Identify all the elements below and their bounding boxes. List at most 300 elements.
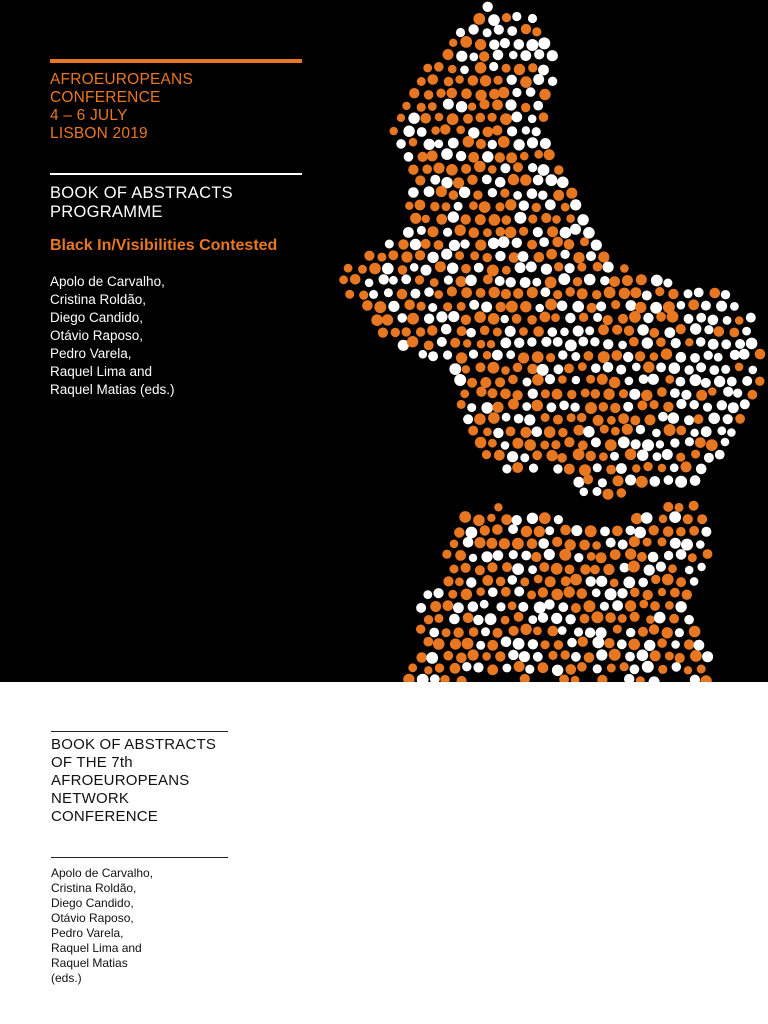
map-dot bbox=[443, 350, 452, 359]
map-dot bbox=[473, 662, 483, 672]
map-dot bbox=[501, 366, 510, 375]
map-dot bbox=[456, 101, 467, 112]
map-dot bbox=[455, 225, 466, 236]
map-dot bbox=[403, 227, 414, 238]
map-dot bbox=[475, 565, 485, 575]
map-dot bbox=[558, 626, 567, 635]
map-dot bbox=[538, 538, 549, 549]
map-dot bbox=[526, 87, 536, 97]
title-line-3: AFROEUROPEANS bbox=[51, 772, 190, 789]
map-dot bbox=[404, 300, 415, 311]
map-dot bbox=[629, 311, 641, 323]
map-dot bbox=[519, 651, 530, 662]
map-dot bbox=[462, 638, 474, 650]
map-dot bbox=[696, 337, 706, 347]
map-dot bbox=[735, 339, 745, 349]
map-dot bbox=[676, 577, 686, 587]
map-dot bbox=[494, 503, 502, 511]
map-dot bbox=[636, 476, 648, 488]
cover-editor-2: Cristina Roldão, bbox=[50, 292, 147, 307]
map-dot bbox=[531, 400, 543, 412]
map-dot bbox=[509, 550, 518, 559]
title-page-top-rule bbox=[51, 731, 228, 732]
map-dot bbox=[415, 250, 425, 260]
map-dot bbox=[459, 187, 470, 198]
map-dot bbox=[388, 250, 398, 260]
map-dot bbox=[440, 124, 450, 134]
map-dot bbox=[624, 326, 634, 336]
map-dot bbox=[729, 328, 739, 338]
map-dot bbox=[514, 612, 524, 622]
title-page-editors-rule bbox=[51, 857, 228, 858]
map-dot bbox=[544, 549, 555, 560]
map-dot bbox=[520, 453, 529, 462]
map-dot bbox=[521, 526, 532, 537]
map-dot bbox=[658, 412, 668, 422]
map-dot bbox=[443, 600, 454, 611]
map-dot bbox=[512, 88, 521, 97]
map-dot bbox=[513, 363, 523, 373]
map-dot bbox=[637, 552, 647, 562]
map-dot bbox=[397, 289, 408, 300]
map-dot bbox=[534, 602, 546, 614]
map-dot bbox=[500, 389, 511, 400]
map-dot bbox=[611, 427, 620, 436]
map-dot bbox=[456, 28, 465, 37]
map-dot bbox=[436, 214, 447, 225]
map-dot bbox=[755, 349, 766, 360]
map-dot bbox=[493, 328, 502, 337]
map-dot bbox=[690, 675, 700, 682]
map-dot bbox=[591, 611, 603, 623]
map-dot bbox=[483, 228, 492, 237]
map-dot bbox=[735, 316, 744, 325]
map-dot bbox=[379, 274, 389, 284]
map-dot bbox=[579, 540, 590, 551]
map-dot bbox=[755, 377, 764, 386]
map-dot bbox=[487, 562, 497, 572]
map-dot bbox=[463, 613, 474, 624]
map-dot bbox=[714, 326, 725, 337]
map-dot bbox=[546, 450, 557, 461]
map-dot bbox=[565, 263, 575, 273]
map-dot bbox=[676, 426, 686, 436]
map-dot bbox=[397, 313, 407, 323]
map-dot bbox=[538, 164, 550, 176]
map-dot bbox=[518, 602, 528, 612]
map-dot bbox=[424, 341, 434, 351]
map-dot bbox=[631, 513, 642, 524]
map-dot bbox=[566, 664, 577, 675]
map-dot bbox=[538, 587, 548, 597]
map-dot bbox=[541, 640, 550, 649]
map-dot bbox=[481, 302, 492, 313]
map-dot bbox=[650, 302, 662, 314]
map-dot bbox=[369, 290, 378, 299]
map-dot bbox=[709, 365, 719, 375]
map-dot bbox=[619, 389, 628, 398]
map-dot bbox=[520, 277, 531, 288]
map-dot bbox=[455, 251, 464, 260]
map-dot bbox=[721, 290, 730, 299]
map-dot bbox=[436, 89, 445, 98]
map-dot bbox=[430, 202, 439, 211]
map-dot bbox=[545, 374, 555, 384]
map-dot bbox=[546, 249, 557, 260]
map-dot bbox=[358, 265, 367, 274]
map-dot bbox=[676, 377, 686, 387]
cover-subtitle: Black In/Visibilities Contested bbox=[50, 237, 278, 254]
map-dot bbox=[572, 376, 580, 384]
map-dot bbox=[532, 27, 541, 36]
map-dot bbox=[350, 274, 361, 285]
map-dot bbox=[695, 437, 706, 448]
map-dot bbox=[470, 251, 479, 260]
map-dot bbox=[453, 627, 463, 637]
map-dot bbox=[434, 62, 444, 72]
map-dot bbox=[629, 536, 640, 547]
map-dot bbox=[587, 552, 596, 561]
title-editor-8: (eds.) bbox=[51, 971, 82, 985]
map-dot bbox=[548, 626, 559, 637]
map-dot bbox=[483, 351, 492, 360]
map-dot bbox=[501, 441, 510, 450]
map-dot bbox=[694, 640, 705, 651]
map-dot bbox=[572, 301, 584, 313]
map-dot bbox=[565, 313, 575, 323]
map-dot bbox=[603, 315, 613, 325]
map-dot bbox=[609, 377, 620, 388]
map-dot bbox=[690, 475, 701, 486]
map-dot bbox=[522, 126, 530, 134]
map-dot bbox=[622, 424, 633, 435]
map-dot bbox=[573, 449, 585, 461]
map-dot bbox=[407, 313, 419, 325]
map-dot bbox=[622, 275, 633, 286]
map-dot bbox=[566, 214, 575, 223]
map-dot bbox=[512, 238, 522, 248]
map-dot bbox=[447, 286, 457, 296]
map-dot bbox=[637, 650, 649, 662]
map-dot bbox=[405, 202, 413, 210]
map-dot bbox=[502, 562, 512, 572]
map-dot bbox=[479, 99, 489, 109]
map-dot bbox=[625, 652, 635, 662]
map-dot bbox=[613, 625, 622, 634]
map-dot bbox=[600, 425, 609, 434]
map-dot bbox=[592, 290, 601, 299]
map-dot bbox=[493, 50, 504, 61]
map-dot bbox=[571, 352, 580, 361]
map-dot bbox=[558, 375, 567, 384]
map-dot bbox=[540, 138, 551, 149]
map-dot bbox=[433, 638, 445, 650]
map-dot bbox=[475, 437, 487, 449]
cover-white-rule bbox=[50, 173, 302, 175]
map-dot bbox=[665, 375, 674, 384]
map-dot bbox=[483, 28, 492, 37]
map-dot bbox=[480, 75, 491, 86]
map-dot bbox=[618, 614, 627, 623]
map-dot bbox=[487, 340, 495, 348]
map-dot bbox=[374, 301, 386, 313]
map-dot bbox=[603, 262, 614, 273]
map-dot bbox=[545, 277, 557, 289]
map-dot bbox=[560, 227, 572, 239]
map-dot bbox=[579, 313, 588, 322]
map-dot bbox=[544, 426, 556, 438]
map-dot bbox=[613, 475, 624, 486]
map-dot bbox=[628, 561, 640, 573]
map-dot bbox=[435, 261, 446, 272]
map-dot bbox=[495, 202, 504, 211]
map-dot bbox=[520, 301, 531, 312]
map-dot bbox=[495, 276, 505, 286]
map-dot bbox=[456, 51, 467, 62]
map-dot bbox=[494, 76, 503, 85]
map-dot bbox=[630, 415, 640, 425]
map-dot bbox=[596, 301, 606, 311]
map-dot bbox=[539, 89, 550, 100]
map-dot bbox=[702, 651, 713, 662]
map-dot bbox=[435, 663, 444, 672]
map-dot bbox=[461, 563, 471, 573]
map-dot bbox=[639, 600, 648, 609]
map-dot bbox=[554, 165, 563, 174]
map-dot bbox=[584, 351, 594, 361]
map-dot bbox=[564, 239, 575, 250]
map-dot bbox=[727, 377, 737, 387]
map-dot bbox=[685, 566, 694, 575]
top-orange-rule bbox=[50, 59, 302, 63]
map-dot bbox=[585, 326, 594, 335]
map-dot bbox=[552, 215, 561, 224]
map-dot bbox=[487, 265, 499, 277]
map-dot bbox=[428, 303, 437, 312]
map-dot bbox=[442, 550, 451, 559]
conference-place-year: LISBON 2019 bbox=[50, 125, 148, 142]
map-dot bbox=[500, 189, 509, 198]
map-dot bbox=[369, 263, 381, 275]
map-dot bbox=[580, 614, 590, 624]
map-dot bbox=[567, 413, 576, 422]
map-dot bbox=[512, 12, 521, 21]
map-dot bbox=[742, 327, 751, 336]
map-dot bbox=[670, 538, 681, 549]
map-dot bbox=[675, 628, 684, 637]
map-dot bbox=[617, 588, 627, 598]
map-dot bbox=[696, 362, 706, 372]
map-dot bbox=[508, 375, 518, 385]
map-dot bbox=[604, 287, 616, 299]
map-dot bbox=[579, 464, 591, 476]
map-dot bbox=[598, 351, 610, 363]
map-dot bbox=[463, 414, 473, 424]
map-dot bbox=[684, 365, 693, 374]
map-dot bbox=[481, 402, 493, 414]
map-dot bbox=[475, 39, 486, 50]
map-dot bbox=[507, 75, 517, 85]
map-dot bbox=[495, 251, 505, 261]
map-dot bbox=[646, 615, 655, 624]
map-dot bbox=[748, 390, 758, 400]
map-dot bbox=[533, 74, 544, 85]
map-dot bbox=[512, 314, 522, 324]
map-dot bbox=[554, 515, 563, 524]
map-dot bbox=[495, 152, 505, 162]
map-dot bbox=[676, 324, 686, 334]
map-dot bbox=[529, 464, 538, 473]
map-dot bbox=[558, 273, 570, 285]
map-dot bbox=[488, 412, 500, 424]
map-dot bbox=[688, 553, 697, 562]
map-dot bbox=[587, 303, 597, 313]
map-dot bbox=[436, 186, 447, 197]
map-dot bbox=[506, 152, 517, 163]
map-dot bbox=[479, 51, 489, 61]
map-dot bbox=[735, 414, 745, 424]
map-dot bbox=[551, 440, 560, 449]
map-dot bbox=[606, 538, 616, 548]
map-dot bbox=[552, 665, 563, 676]
map-dot bbox=[650, 650, 661, 661]
map-dot bbox=[645, 414, 656, 425]
map-dot bbox=[553, 190, 564, 201]
map-dot bbox=[532, 374, 544, 386]
map-dot bbox=[700, 675, 711, 682]
map-dot bbox=[607, 664, 616, 673]
map-dot bbox=[638, 627, 648, 637]
map-dot bbox=[662, 627, 673, 638]
map-dot bbox=[513, 191, 522, 200]
map-dot bbox=[508, 575, 518, 585]
cover-editor-1: Apolo de Carvalho, bbox=[50, 274, 165, 289]
map-dot bbox=[532, 450, 542, 460]
map-dot bbox=[384, 288, 393, 297]
map-dot bbox=[481, 551, 492, 562]
map-dot bbox=[723, 414, 733, 424]
map-dot bbox=[460, 66, 469, 75]
map-dot bbox=[466, 328, 476, 338]
map-dot bbox=[559, 549, 571, 561]
map-dot bbox=[670, 588, 680, 598]
map-dot bbox=[503, 664, 512, 673]
map-dot bbox=[694, 288, 704, 298]
map-dot bbox=[609, 276, 620, 287]
map-dot bbox=[488, 238, 499, 249]
map-dot bbox=[528, 115, 537, 124]
map-dot bbox=[426, 652, 438, 664]
map-dot bbox=[388, 301, 399, 312]
map-dot bbox=[730, 302, 739, 311]
map-dot bbox=[565, 340, 577, 352]
map-dot bbox=[590, 337, 599, 346]
map-dot bbox=[630, 287, 641, 298]
map-dot bbox=[463, 339, 471, 347]
map-dot bbox=[578, 362, 587, 371]
title-line-2: OF THE 7th bbox=[51, 754, 133, 771]
map-dot bbox=[469, 350, 478, 359]
map-dot bbox=[455, 550, 466, 561]
map-dot bbox=[651, 275, 663, 287]
map-dot bbox=[345, 290, 354, 299]
map-dot bbox=[668, 564, 677, 573]
map-dot bbox=[527, 513, 538, 524]
map-dot bbox=[403, 674, 414, 682]
map-dot bbox=[496, 227, 506, 237]
map-dot bbox=[539, 237, 549, 247]
map-dot bbox=[535, 304, 544, 313]
map-dot bbox=[649, 328, 659, 338]
map-dot bbox=[443, 651, 453, 661]
map-dot bbox=[561, 650, 570, 659]
map-dot bbox=[428, 74, 439, 85]
map-dot bbox=[656, 312, 666, 322]
map-dot bbox=[592, 637, 604, 649]
map-dot bbox=[684, 639, 694, 649]
map-dot bbox=[344, 264, 353, 273]
map-dot bbox=[455, 75, 464, 84]
map-dot bbox=[359, 291, 368, 300]
map-dot bbox=[429, 628, 439, 638]
map-dot bbox=[641, 512, 653, 524]
conference-dates: 4 – 6 JULY bbox=[50, 107, 128, 124]
map-dot bbox=[434, 140, 443, 149]
title-line-5: CONFERENCE bbox=[51, 808, 159, 825]
map-dot bbox=[593, 262, 603, 272]
map-dot bbox=[591, 437, 601, 447]
map-dot bbox=[580, 237, 589, 246]
map-dot bbox=[469, 627, 479, 637]
map-dot bbox=[427, 150, 438, 161]
map-dot bbox=[656, 363, 666, 373]
map-dot bbox=[662, 449, 673, 460]
map-dot bbox=[533, 627, 542, 636]
map-dot bbox=[676, 352, 687, 363]
map-dot bbox=[654, 612, 666, 624]
map-dot bbox=[643, 313, 653, 323]
map-dot bbox=[591, 363, 601, 373]
map-dot bbox=[675, 476, 687, 488]
map-dot bbox=[630, 664, 640, 674]
map-dot bbox=[502, 64, 511, 73]
map-dot bbox=[488, 388, 498, 398]
map-dot bbox=[624, 674, 634, 682]
map-dot bbox=[410, 263, 419, 272]
map-dot bbox=[505, 99, 516, 110]
map-dot bbox=[483, 253, 492, 262]
map-dot bbox=[532, 427, 543, 438]
map-dot bbox=[443, 49, 454, 60]
map-dot bbox=[488, 587, 498, 597]
map-dot bbox=[600, 602, 609, 611]
map-dot bbox=[541, 264, 552, 275]
map-dot bbox=[430, 601, 441, 612]
map-dot bbox=[476, 362, 486, 372]
map-dot bbox=[642, 291, 652, 301]
map-dot bbox=[450, 540, 459, 549]
map-dot bbox=[716, 301, 727, 312]
map-dot bbox=[440, 675, 449, 682]
map-dot bbox=[514, 39, 525, 50]
map-dot bbox=[625, 377, 634, 386]
map-dot bbox=[571, 603, 581, 613]
map-dot bbox=[684, 615, 694, 625]
map-dot bbox=[548, 327, 558, 337]
map-dot bbox=[520, 674, 530, 682]
map-dot bbox=[468, 103, 476, 111]
map-dot bbox=[682, 590, 692, 600]
